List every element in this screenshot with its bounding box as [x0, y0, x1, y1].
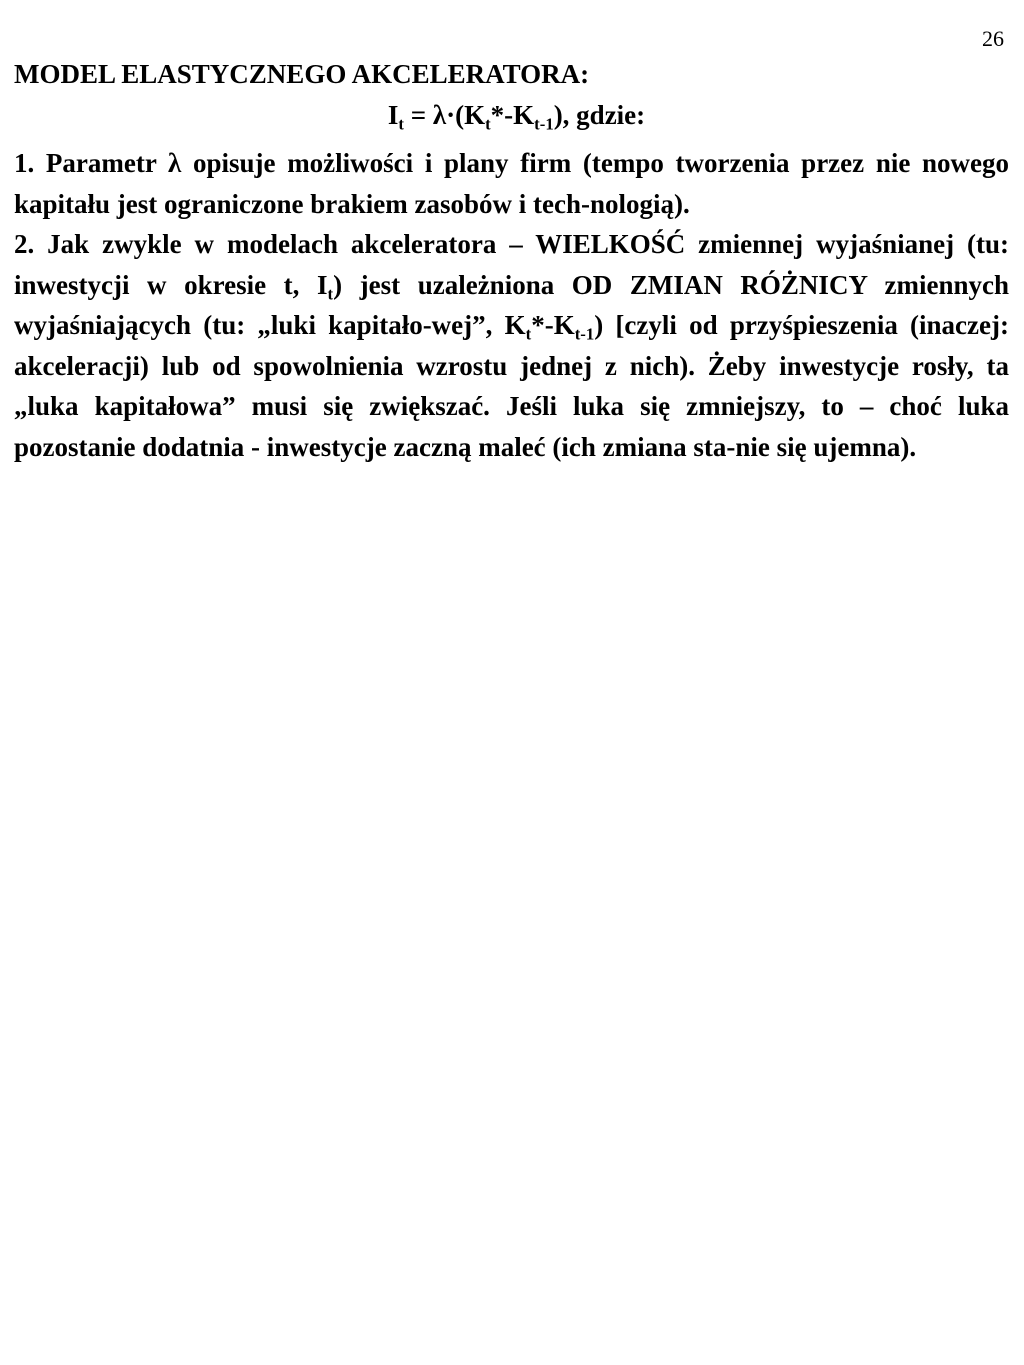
point2-subscript-2: t: [525, 324, 532, 344]
document-title: MODEL ELASTYCZNEGO AKCELERATORA:: [14, 59, 590, 89]
body-text: [14, 143, 1009, 467]
formula-tail: ), gdzie:: [553, 99, 646, 130]
document-body: [14, 54, 1009, 467]
page-number: 26: [982, 26, 1004, 51]
formula-k2-subscript: t-1: [534, 113, 554, 133]
point2-text-part4: ) [czyli od przyśpieszenia (inaczej: akceleracji) lub od spowolnienia wzrostu jednej z nich). Żeby inwestycje rosły, ta „luka kapitałowa” musi się zwiększać. Jeśli luka się zmniejszy, to – choć luka pozostanie dodatnia - inwestycje zaczną maleć (ich zmiana sta-nie się ujemna).: [14, 310, 1009, 462]
formula-eq: = λ·(K: [403, 99, 486, 130]
formula-lhs-subscript: t: [398, 113, 404, 133]
paragraph-point-1: 1. Parametr λ opisuje możliwości i plany firm (tempo tworzenia przez nie nowego kapitału jest ograniczone brakiem zasobów i tech-nologią).: [14, 148, 1009, 219]
formula-lhs: I: [387, 99, 399, 130]
point2-text-part1: 2. Jak zwykle w modelach akceleratora – WIELKOŚĆ zmiennej wyjaśnianej (tu: inwestycji w okresie t, I: [14, 229, 1009, 300]
point2-text-part3: *-K: [531, 310, 575, 340]
paragraph-point-2: [14, 224, 1009, 467]
point2-subscript-1: t: [327, 283, 334, 303]
point2-text-part2: ) jest uzależniona OD ZMIAN RÓŻNICY zmiennych wyjaśniających (tu: „luki kapitało-wej”, K: [14, 269, 1010, 340]
formula: [14, 95, 1009, 136]
formula-k1-subscript: t: [485, 113, 491, 133]
point2-subscript-3: t-1: [574, 324, 595, 344]
formula-mid: *-K: [490, 99, 535, 130]
